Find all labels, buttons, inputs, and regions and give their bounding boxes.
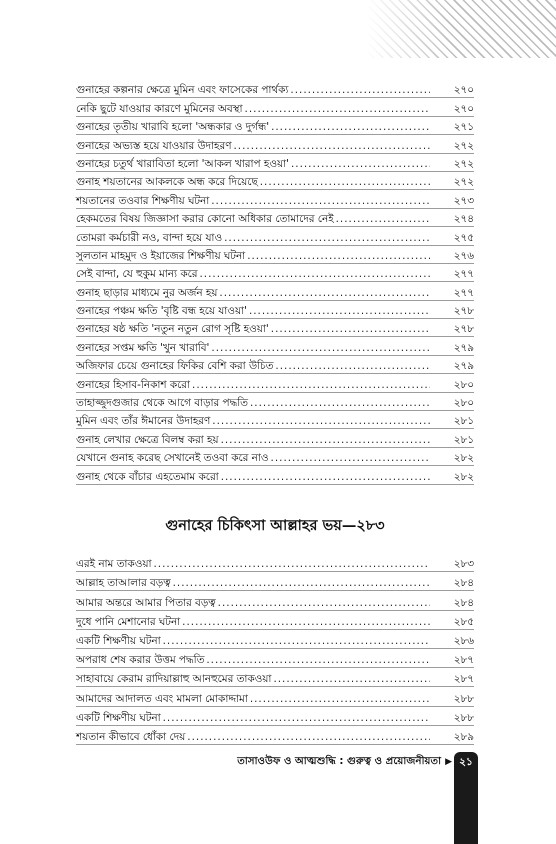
toc-entry-page: ২৭২ [453, 176, 474, 189]
toc-entry[interactable] [76, 356, 474, 374]
toc-entry-page: ২৮০ [453, 378, 474, 391]
toc-entry-page: ২৮১ [453, 415, 474, 428]
toc-entry[interactable] [76, 466, 474, 484]
toc-leader-dots [249, 305, 430, 318]
toc-entry[interactable] [76, 630, 474, 649]
toc-entry[interactable] [76, 319, 474, 337]
section-heading: গুনাহের চিকিৎসা আল্লাহর ভয়—২৮৩ [165, 517, 385, 534]
toc-entry-page: ২৮৯ [453, 730, 474, 743]
toc-entry-title: গুনাহ শয়তানের আকলকে অন্ধ করে দিয়েছে [76, 176, 258, 189]
toc-entry-page: ২৭৮ [453, 305, 474, 318]
toc-entry-title: একটি শিক্ষণীয় ঘটনা [76, 711, 161, 724]
toc-entry-page: ২৮৪ [453, 577, 474, 590]
toc-entry-title: যেখানে গুনাহ করেছ সেখানেই তওবা করে নাও [76, 452, 269, 465]
toc-entry-title: সুলতান মাহমুদ ও ইয়াজের শিক্ষণীয় ঘটনা [76, 249, 246, 262]
toc-entry-page: ২৭৮ [453, 323, 474, 336]
toc-entry[interactable] [76, 190, 474, 208]
toc-entry-title: একটি শিক্ষণীয় ঘটনা [76, 634, 161, 647]
toc-entry-title: আমাদের আদালত এবং মামলা মোকাদ্দামা [76, 692, 248, 705]
toc-leader-dots [271, 323, 430, 336]
toc-entry-page: ২৭১ [453, 121, 474, 134]
toc-leader-dots [224, 232, 430, 245]
toc-entry-title: শয়তানের তওবার শিক্ষণীয় ঘটনা [76, 194, 210, 207]
toc-entry-page: ২৭০ [453, 102, 474, 115]
toc-entry-page: ২৭২ [453, 157, 474, 170]
toc-leader-dots [153, 558, 430, 571]
toc-leader-dots [163, 712, 430, 725]
toc-entry[interactable] [76, 172, 474, 190]
toc-leader-dots [260, 176, 430, 189]
toc-leader-dots [247, 250, 430, 263]
toc-entry-page: ২৭২ [453, 139, 474, 152]
toc-entry-title: গুনাহের চতুর্থ খারাবিতা হলো 'আকল খারাপ হওয়া' [76, 157, 289, 170]
toc-entry-page: ২৭৪ [453, 213, 474, 226]
toc-entry[interactable] [76, 411, 474, 429]
toc-entry[interactable] [76, 687, 474, 706]
page-number-tab [454, 752, 478, 844]
toc-leader-dots [271, 121, 430, 134]
toc-section-2 [76, 553, 474, 745]
toc-leader-dots [336, 213, 430, 226]
toc-leader-dots [218, 597, 430, 610]
toc-entry-title: অপরাধ শেষ করার উত্তম পদ্ধতি [76, 654, 205, 667]
toc-leader-dots [271, 452, 430, 465]
toc-entry-title: আমার অন্তরে আমার পিতার বড়ত্ব [76, 596, 216, 609]
toc-entry[interactable] [76, 668, 474, 687]
toc-entry[interactable] [76, 301, 474, 319]
toc-section-1 [76, 80, 474, 485]
toc-entry[interactable] [76, 591, 474, 610]
triangle-right-icon: ▶ [445, 757, 452, 767]
toc-leader-dots [206, 654, 430, 667]
toc-entry-page: ২৮১ [453, 433, 474, 446]
toc-leader-dots [187, 731, 430, 744]
toc-entry[interactable] [76, 553, 474, 572]
toc-entry-title: তাহাজ্জুদগুজার থেকে আগে বাড়ার পদ্ধতি [76, 397, 248, 410]
toc-entry[interactable] [76, 264, 474, 282]
toc-entry[interactable] [76, 448, 474, 466]
toc-entry-page: ২৭৩ [453, 194, 474, 207]
toc-entry-title: গুনাহের হিসাব-নিকাশ করো [76, 378, 191, 391]
toc-leader-dots [245, 103, 430, 116]
page-number: ২১ [459, 756, 473, 768]
toc-entry-title: গুনাহ ছাড়ার মাধ্যমে নুর অর্জন হয় [76, 286, 218, 299]
toc-entry[interactable] [76, 649, 474, 668]
toc-entry-page: ২৮০ [453, 397, 474, 410]
toc-entry-page: ২৮২ [453, 470, 474, 483]
toc-entry-title: মুমিন এবং তাঁর ঈমানের উদাহরণ [76, 415, 211, 428]
toc-entry[interactable] [76, 227, 474, 245]
toc-entry-page: ২৮৬ [453, 634, 474, 647]
toc-entry-page: ২৮৮ [453, 711, 474, 724]
toc-leader-dots [219, 287, 430, 300]
toc-entry-page: ২৭৫ [453, 231, 474, 244]
toc-leader-dots [250, 693, 430, 706]
running-footer [237, 754, 452, 770]
toc-leader-dots [290, 84, 430, 97]
toc-entry-title: সেই বান্দা, যে হুকুম মান্য করে [76, 268, 198, 281]
toc-entry[interactable] [76, 246, 474, 264]
running-title: তাসাওউফ ও আত্মশুদ্ধি : গুরুত্ব ও প্রয়োজনীয়তা [237, 755, 442, 767]
decorative-hatch-pattern [366, 0, 556, 58]
toc-leader-dots [163, 635, 430, 648]
toc-entry-title: গুনাহের কল্পনার ক্ষেত্রে মুমিন এবং ফাসেকের পার্থক্য [76, 84, 289, 97]
toc-entry[interactable] [76, 611, 474, 630]
toc-entry-title: নেকি ছুটে যাওয়ার কারণে মুমিনের অবস্থা [76, 102, 243, 115]
toc-entry-page: ২৭০ [453, 84, 474, 97]
toc-entry-title: গুনাহ লেখার ক্ষেত্রে বিলম্ব করা হয় [76, 433, 219, 446]
toc-entry-title: গুনাহের তৃতীয় খারাবি হলো 'অন্ধকার ও দুর্গন্ধ' [76, 121, 270, 134]
toc-entry-title: দুধে পানি মেশানোর ঘটনা [76, 615, 181, 628]
toc-leader-dots [211, 195, 430, 208]
toc-leader-dots [250, 397, 430, 410]
toc-entry-page: ২৮৭ [453, 673, 474, 686]
toc-entry-title: গুনাহ থেকে বাঁচার এহতেমাম করো [76, 470, 219, 483]
toc-entry-page: ২৮৩ [453, 558, 474, 571]
toc-entry-title: তোমরা কর্মচারী নও, বান্দা হয়ে যাও [76, 231, 223, 244]
toc-entry-page: ২৮৪ [453, 596, 474, 609]
toc-entry-title: গুনাহের সপ্তম ক্ষতি 'খুন খারাবি' [76, 341, 210, 354]
toc-entry[interactable] [76, 154, 474, 172]
toc-leader-dots [173, 577, 430, 590]
toc-leader-dots [234, 140, 431, 153]
toc-entry[interactable] [76, 429, 474, 447]
toc-entry-page: ২৮২ [453, 452, 474, 465]
toc-entry[interactable] [76, 374, 474, 392]
toc-entry-title: আল্লাহ তাআলার বড়ত্ব [76, 577, 171, 590]
toc-entry-title: শয়তান কীভাবে ধোঁকা দেয় [76, 730, 186, 743]
toc-leader-dots [212, 415, 430, 428]
toc-entry[interactable] [76, 282, 474, 300]
toc-entry-title: এরই নাম তাকওয়া [76, 558, 152, 571]
toc-entry-page: ২৮৫ [453, 615, 474, 628]
toc-entry[interactable] [76, 572, 474, 591]
toc-entry-page: ২৭৭ [453, 268, 474, 281]
toc-leader-dots [221, 471, 430, 484]
toc-entry[interactable] [76, 707, 474, 726]
toc-entry-title: হেকমতের বিষয় জিজ্ঞাসা করার কোনো অধিকার তোমাদের নেই [76, 213, 334, 226]
toc-leader-dots [275, 360, 430, 373]
toc-entry-title: গুনাহের অভ্যস্ত হয়ে যাওয়ার উদাহরণ [76, 139, 232, 152]
toc-entry[interactable] [76, 209, 474, 227]
toc-leader-dots [199, 268, 430, 281]
toc-leader-dots [211, 342, 430, 355]
toc-leader-dots [221, 434, 430, 447]
toc-entry[interactable] [76, 117, 474, 135]
toc-entry[interactable] [76, 80, 474, 98]
toc-entry[interactable] [76, 393, 474, 411]
toc-entry-title: অজিফার চেয়ে গুনাহের ফিকির বেশি করা উচিত [76, 360, 274, 373]
toc-entry-page: ২৭৯ [453, 341, 474, 354]
toc-entry-page: ২৮৭ [453, 654, 474, 667]
toc-entry-title: গুনাহের পঞ্চম ক্ষতি 'বৃষ্টি বন্ধ হয়ে যাওয়া' [76, 305, 247, 318]
toc-entry-page: ২৭৯ [453, 360, 474, 373]
toc-entry-page: ২৮৮ [453, 692, 474, 705]
toc-entry-page: ২৭৬ [453, 249, 474, 262]
toc-entry[interactable] [76, 726, 474, 745]
toc-entry-page: ২৭৭ [453, 286, 474, 299]
toc-entry-title: গুনাহের ষষ্ঠ ক্ষতি 'নতুন নতুন রোগ সৃষ্টি হওয়া' [76, 323, 269, 336]
toc-leader-dots [192, 379, 430, 392]
toc-leader-dots [273, 673, 430, 686]
toc-leader-dots [291, 158, 430, 171]
toc-leader-dots [182, 616, 430, 629]
toc-entry[interactable] [76, 98, 474, 116]
toc-entry-title: সাহাবায়ে কেরাম রাদিয়াল্লাহু আনহুমের তাকওয়া [76, 673, 272, 686]
toc-entry[interactable] [76, 337, 474, 355]
toc-entry[interactable] [76, 135, 474, 153]
